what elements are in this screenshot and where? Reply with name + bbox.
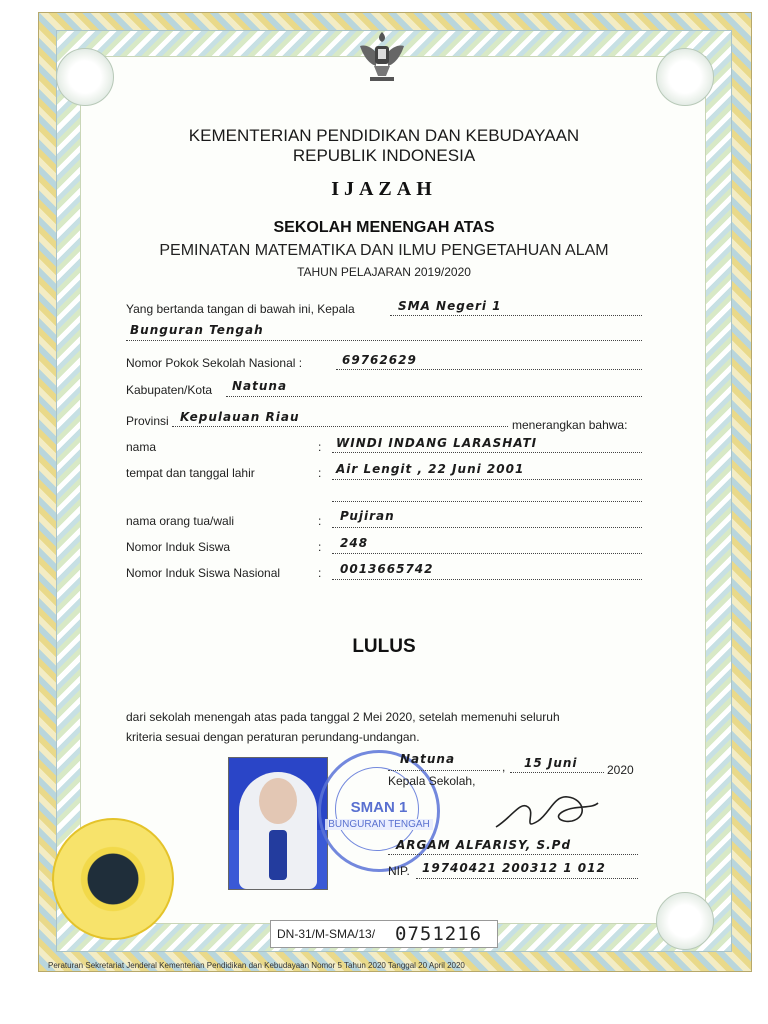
menerangkan-label: menerangkan bahwa: [512,418,628,432]
dotted-line [332,579,642,580]
nisn-value: 0013665742 [340,562,434,576]
ministry-title: KEMENTERIAN PENDIDIKAN DAN KEBUDAYAAN [188,126,580,145]
nis-value: 248 [340,536,369,550]
intro-label: Yang bertanda tangan di bawah ini, Kepala [126,302,355,316]
signature-place: Natuna [400,752,456,766]
colon: : [318,440,322,454]
ortu-label: nama orang tua/wali [126,514,235,528]
security-hologram-seal [52,818,174,940]
signature-scribble-icon [492,787,602,839]
provinsi-value: Kepulauan Riau [180,410,300,424]
provinsi-label: Provinsi [126,414,169,428]
serial-number-box [270,920,498,948]
nisn-label: Nomor Induk Siswa Nasional [126,566,281,580]
dotted-line [332,452,642,453]
serial-prefix: DN-31/M-SMA/13/ [277,927,376,941]
colon: : [318,466,322,480]
stamp-line2: BUNGURAN TENGAH [325,819,433,830]
colon: : [318,540,322,554]
dotted-line [126,340,642,341]
signature-date: 15 Juni [524,756,578,770]
kabupaten-value: Natuna [232,379,288,393]
dotted-line [172,426,508,427]
dotted-line [332,553,642,554]
signature-year: 2020 [607,763,634,777]
dotted-line [332,527,642,528]
school-name-line1: SMA Negeri 1 [398,299,502,313]
signature-role: Kepala Sekolah, [388,774,476,788]
dotted-line [510,772,604,773]
graduation-line2: kriteria sesuai dengan peraturan perundang-undangan. [126,730,420,744]
dotted-line [416,878,638,879]
dotted-line [336,369,642,370]
result-status: LULUS [352,636,416,657]
ttl-value: Air Lengit , 22 Juni 2001 [336,462,525,476]
dotted-line [226,396,642,397]
corner-rosette-top-right [656,48,714,106]
ttl-label: tempat dan tanggal lahir [126,466,255,480]
colon: : [318,566,322,580]
graduation-line1: dari sekolah menengah atas pada tanggal 2 Mei 2020, setelah memenuhi seluruh [126,710,560,724]
document-title: IJAZAH [331,178,437,200]
kabupaten-label: Kabupaten/Kota [126,383,213,397]
garuda-emblem-icon [352,26,412,86]
nip-value: 19740421 200312 1 012 [422,861,606,875]
nama-value: WINDI INDANG LARASHATI [336,436,538,450]
npsn-label: Nomor Pokok Sekolah Nasional : [126,356,303,370]
corner-rosette-top-left [56,48,114,106]
nis-label: Nomor Induk Siswa [126,540,231,554]
stamp-line1: SMAN 1 [350,799,408,816]
nip-label: NIP. [388,864,410,878]
school-level: SEKOLAH MENENGAH ATAS [273,219,495,236]
academic-year: TAHUN PELAJARAN 2019/2020 [297,265,471,279]
school-name-line2: Bunguran Tengah [130,323,264,337]
npsn-value: 69762629 [342,353,417,367]
dotted-line [388,854,638,855]
corner-rosette-bottom-right [656,892,714,950]
nama-label: nama [126,440,157,454]
dotted-line [332,501,642,502]
dotted-line [388,770,500,771]
regulation-footer: Peraturan Sekretariat Jenderal Kementerian Pendidikan dan Kebudayaan Nomor 5 Tahun 2020 Tanggal 20 April 2020 [48,961,465,970]
colon: : [318,514,322,528]
serial-number: 0751216 [395,923,483,945]
student-photo [228,757,328,890]
dotted-line [332,479,642,480]
principal-name: ARGAM ALFARISY, S.Pd [396,838,572,852]
comma: , [502,760,506,774]
program-title: PEMINATAN MATEMATIKA DAN ILMU PENGETAHUAN ALAM [159,242,609,259]
ortu-value: Pujiran [340,509,395,523]
republic-title: REPUBLIK INDONESIA [292,146,476,165]
dotted-line [390,315,642,316]
